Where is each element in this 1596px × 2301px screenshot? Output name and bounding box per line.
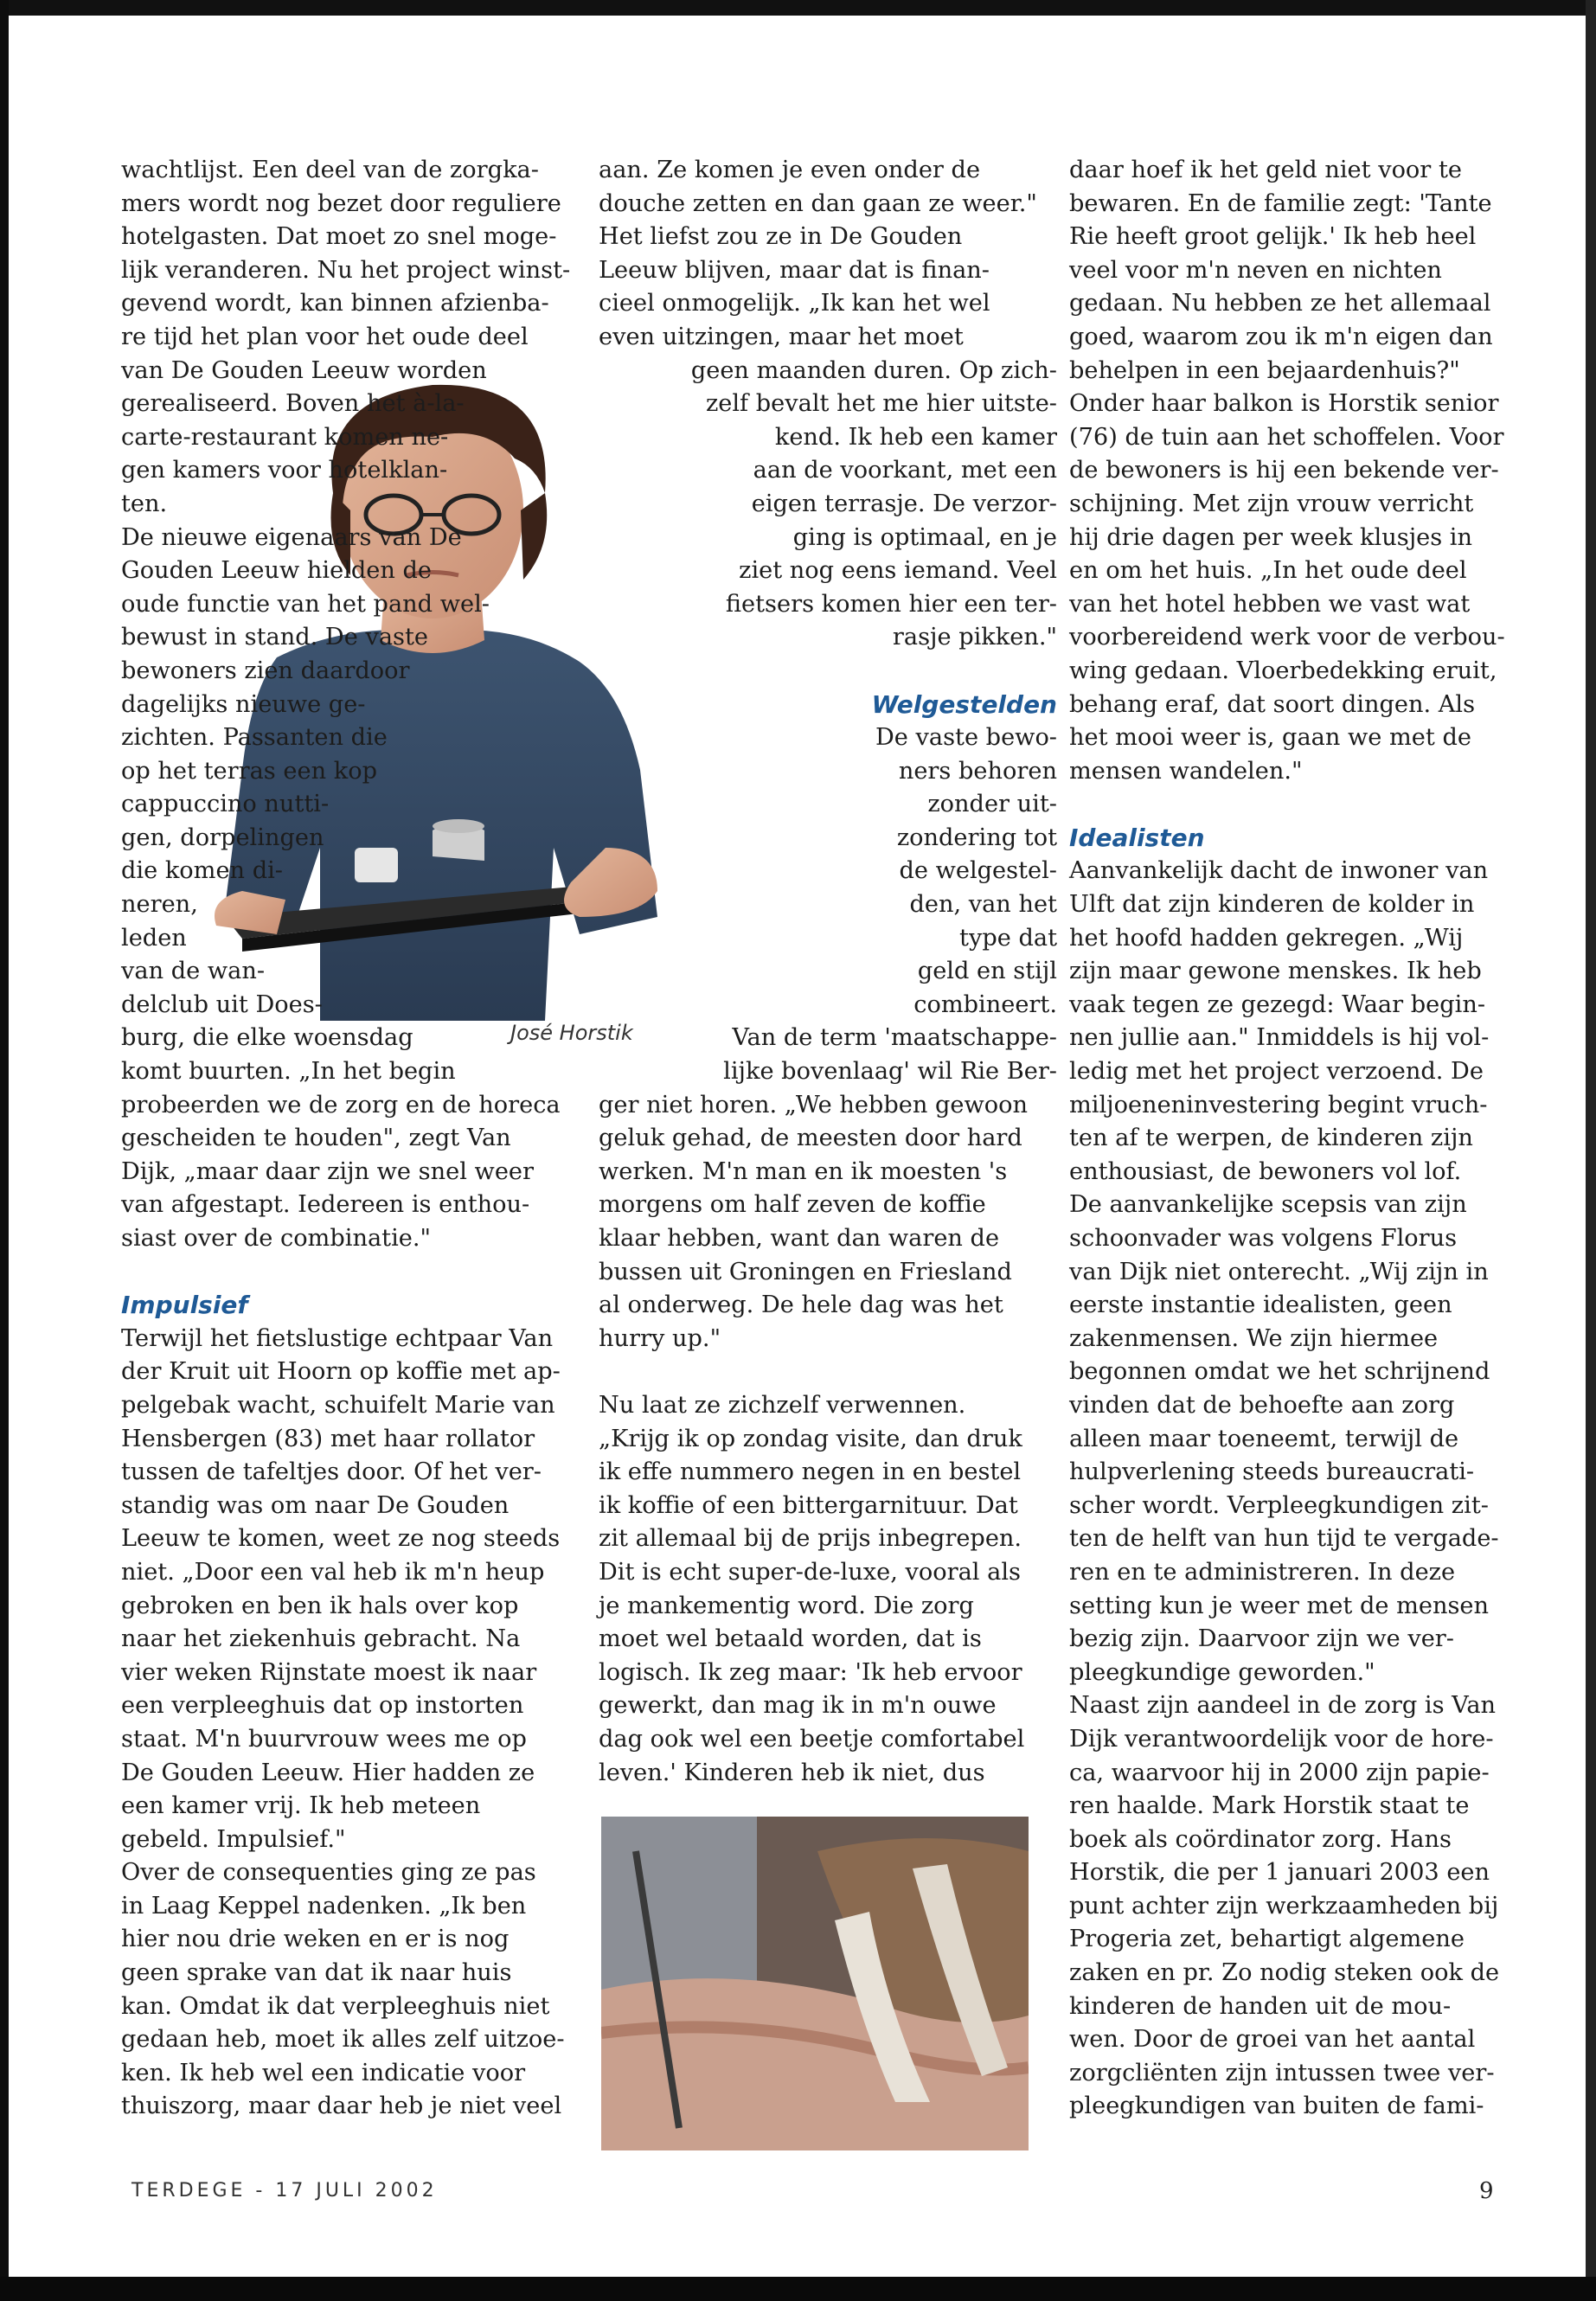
text-line: enthousiast, de bewoners vol lof. <box>1069 1157 1462 1185</box>
text-line: mensen wandelen." <box>1069 757 1303 785</box>
text-line: ren en te administreren. In deze <box>1069 1558 1456 1586</box>
text-line: siast over de combinatie." <box>121 1225 432 1252</box>
text-line: Onder haar balkon is Horstik senior <box>1069 390 1499 418</box>
text-line: veel voor m'n neven en nichten <box>1069 256 1442 284</box>
text-line: zondering tot <box>896 824 1057 851</box>
text-line: Nu laat ze zichzelf verwennen. <box>599 1391 966 1419</box>
text-line: klaar hebben, want dan waren de <box>599 1225 1000 1252</box>
text-line: moet wel betaald worden, dat is <box>599 1625 982 1653</box>
text-line: Hensbergen (83) met haar rollator <box>121 1425 535 1452</box>
text-line: der Kruit uit Hoorn op koffie met ap- <box>121 1358 561 1386</box>
text-line: gebroken en ben ik hals over kop <box>121 1592 519 1619</box>
paragraph-gap <box>1069 788 1519 822</box>
text-line: van afgestapt. Iedereen is enthou- <box>121 1191 530 1219</box>
text-line: cappuccino nutti- <box>121 791 330 818</box>
text-line: Van de term 'maatschappe- <box>732 1024 1057 1052</box>
text-line: cieel onmogelijk. „Ik kan het wel <box>599 290 990 317</box>
text-line: Naast zijn aandeel in de zorg is Van <box>1069 1692 1497 1720</box>
text-line: setting kun je weer met de mensen <box>1069 1592 1490 1619</box>
photo-caption: José Horstik <box>510 1021 633 1045</box>
text-line: zijn maar gewone menskes. Ik heb <box>1069 958 1482 985</box>
text-line: schijning. Met zijn vrouw verricht <box>1069 490 1474 517</box>
text-line: Progeria zet, behartigt algemene <box>1069 1926 1465 1953</box>
text-line: logisch. Ik zeg maar: 'Ik heb ervoor <box>599 1658 1022 1686</box>
paragraph-gap <box>121 1256 571 1290</box>
text-line: ger niet horen. „We hebben gewoon <box>599 1091 1028 1118</box>
text-line: bewaren. En de familie zegt: 'Tante <box>1069 189 1492 217</box>
paragraph-gap <box>599 655 1057 689</box>
footer-publication: TERDEGE - 17 JULI 2002 <box>131 2180 438 2202</box>
text-line: even uitzingen, maar het moet <box>599 323 964 350</box>
scan-border-right <box>1586 0 1596 2301</box>
text-line: rasje pikken." <box>892 624 1057 651</box>
text-line: morgens om half zeven de koffie <box>599 1191 986 1219</box>
text-line: nen jullie aan." Inmiddels is hij vol- <box>1069 1024 1490 1052</box>
text-line: ten de helft van hun tijd te vergade- <box>1069 1525 1499 1553</box>
text-line: carte-restaurant komen ne- <box>121 423 449 451</box>
text-line: hij drie dagen per week klusjes in <box>1069 523 1473 551</box>
text-line: zit allemaal bij de prijs inbegrepen. <box>599 1525 1022 1553</box>
text-line: bussen uit Groningen en Friesland <box>599 1258 1012 1285</box>
text-line: De nieuwe eigenaars van De <box>121 523 462 551</box>
text-line: zelf bevalt het me hier uitste- <box>705 390 1057 418</box>
text-line: gebeld. Impulsief." <box>121 1825 346 1853</box>
text-line: den, van het <box>909 891 1057 919</box>
text-line: ledig met het project verzoend. De <box>1069 1058 1484 1086</box>
text-line: zorgcliënten zijn intussen twee ver- <box>1069 2059 1495 2086</box>
text-line: ren haalde. Mark Horstik staat te <box>1069 1792 1470 1820</box>
text-line: staat. M'n buurvrouw wees me op <box>121 1725 527 1753</box>
text-line: ners behoren <box>898 757 1057 785</box>
text-line: kend. Ik heb een kamer <box>774 423 1057 451</box>
article-column-3 <box>1069 154 1519 2124</box>
text-line: Ulft dat zijn kinderen de kolder in <box>1069 891 1475 919</box>
text-line: oude functie van het pand wel- <box>121 590 490 618</box>
text-line: Horstik, die per 1 januari 2003 een <box>1069 1859 1490 1887</box>
text-line: douche zetten en dan gaan ze weer." <box>599 189 1037 217</box>
text-line: Leeuw blijven, maar dat is finan- <box>599 256 990 284</box>
text-line: burg, die elke woensdag <box>121 1024 413 1052</box>
text-line: niet. „Door een val heb ik m'n heup <box>121 1558 545 1586</box>
subheading: Welgestelden <box>871 689 1057 719</box>
text-line: fietsers komen hier een ter- <box>725 590 1057 618</box>
text-line: die komen di- <box>121 857 283 885</box>
text-line: zaken en pr. Zo nodig steken ook de <box>1069 1959 1500 1987</box>
text-line: re tijd het plan voor het oude deel <box>121 323 529 350</box>
text-line: miljoeneninvestering begint vruch- <box>1069 1091 1488 1118</box>
text-line: vinden dat de behoefte aan zorg <box>1069 1391 1455 1419</box>
text-line: ik koffie of een bittergarnituur. Dat <box>599 1491 1018 1519</box>
text-line: pleegkundigen van buiten de fami- <box>1069 2093 1484 2120</box>
text-line: gedaan. Nu hebben ze het allemaal <box>1069 290 1491 317</box>
text-line: lijke bovenlaag' wil Rie Ber- <box>723 1058 1057 1086</box>
text-line: leven.' Kinderen heb ik niet, dus <box>599 1759 985 1786</box>
text-line: aan. Ze komen je even onder de <box>599 157 981 183</box>
text-line: kan. Omdat ik dat verpleeghuis niet <box>121 1992 550 2020</box>
text-line: gen kamers voor hotelklan- <box>121 457 448 484</box>
scan-border-left <box>0 0 9 2301</box>
text-line: Dijk verantwoordelijk voor de hore- <box>1069 1725 1494 1753</box>
text-line: ten af te werpen, de kinderen zijn <box>1069 1125 1473 1152</box>
text-line: geen maanden duren. Op zich- <box>690 356 1057 384</box>
text-line: gerealiseerd. Boven het à-la- <box>121 390 465 418</box>
text-line: Rie heeft groot gelijk.' Ik heb heel <box>1069 223 1477 251</box>
text-line: van Dijk niet onterecht. „Wij zijn in <box>1069 1258 1489 1285</box>
text-line: ken. Ik heb wel een indicatie voor <box>121 2059 526 2086</box>
text-line: en om het huis. „In het oude deel <box>1069 557 1467 585</box>
text-line: combineert. <box>913 990 1057 1018</box>
text-line: hurry up." <box>599 1324 721 1352</box>
text-line: behelpen in een bejaardenhuis?" <box>1069 356 1460 384</box>
text-line: hier nou drie weken en er is nog <box>121 1926 510 1953</box>
text-line: zonder uit- <box>927 791 1057 818</box>
text-line: wing gedaan. Vloerbedekking eruit, <box>1069 657 1497 684</box>
photo-feet-slippers <box>601 1817 1029 2150</box>
text-line: hulpverlening steeds bureaucrati- <box>1069 1458 1475 1486</box>
text-line: gen, dorpelingen <box>121 824 324 851</box>
subheading: Idealisten <box>1069 823 1205 852</box>
text-line: bewoners zien daardoor <box>121 657 410 684</box>
text-line: neren, <box>121 891 198 919</box>
text-line: zichten. Passanten die <box>121 724 388 752</box>
paragraph-gap <box>599 1356 1057 1389</box>
text-line: Dit is echt super-de-luxe, vooral als <box>599 1558 1021 1586</box>
text-line: tussen de tafeltjes door. Of het ver- <box>121 1458 542 1486</box>
text-line: je mankementig word. Die zorg <box>599 1592 974 1619</box>
text-line: bezig zijn. Daarvoor zijn we ver- <box>1069 1625 1454 1653</box>
footer-page-number: 9 <box>1479 2178 1494 2204</box>
text-line: pleegkundige geworden." <box>1069 1658 1375 1686</box>
text-line: goed, waarom zou ik m'n eigen dan <box>1069 323 1493 350</box>
text-line: vier weken Rijnstate moest ik naar <box>121 1658 537 1686</box>
text-line: boek als coördinator zorg. Hans <box>1069 1825 1452 1853</box>
scan-border-top <box>0 0 1596 16</box>
text-line: thuiszorg, maar daar heb je niet veel <box>121 2093 562 2120</box>
text-line: Gouden Leeuw hielden de <box>121 557 433 585</box>
text-line: begonnen omdat we het schrijnend <box>1069 1358 1490 1386</box>
text-line: alleen maar toeneemt, terwijl de <box>1069 1425 1459 1452</box>
text-line: mers wordt nog bezet door reguliere <box>121 189 561 217</box>
text-line: bewust in stand. De vaste <box>121 624 428 651</box>
text-line: in Laag Keppel nadenken. „Ik ben <box>121 1892 527 1920</box>
text-line: kinderen de handen uit de mou- <box>1069 1992 1452 2020</box>
text-line: lijk veranderen. Nu het project winst- <box>121 256 571 284</box>
text-line: een kamer vrij. Ik heb meteen <box>121 1792 481 1820</box>
text-line: standig was om naar De Gouden <box>121 1491 510 1519</box>
text-line: aan de voorkant, met een <box>753 457 1057 484</box>
text-line: hotelgasten. Dat moet zo snel moge- <box>121 223 557 251</box>
text-line: behang eraf, dat soort dingen. Als <box>1069 690 1476 718</box>
text-line: het mooi weer is, gaan we met de <box>1069 724 1471 752</box>
text-line: ca, waarvoor hij in 2000 zijn papie- <box>1069 1759 1490 1786</box>
text-line: daar hoef ik het geld niet voor te <box>1069 157 1462 183</box>
text-line: scher wordt. Verpleegkundigen zit- <box>1069 1491 1489 1519</box>
text-line: het hoofd hadden gekregen. „Wij <box>1069 924 1464 952</box>
text-line: naar het ziekenhuis gebracht. Na <box>121 1625 521 1653</box>
text-line: een verpleeghuis dat op instorten <box>121 1692 524 1720</box>
text-line: leden <box>121 924 187 952</box>
text-line: Dijk, „maar daar zijn we snel weer <box>121 1157 535 1185</box>
subheading: Impulsief <box>121 1291 248 1320</box>
text-line: van het hotel hebben we vast wat <box>1069 590 1471 618</box>
text-line: eerste instantie idealisten, geen <box>1069 1292 1452 1319</box>
text-line: wen. Door de groei van het aantal <box>1069 2026 1476 2054</box>
article-column-1 <box>121 154 571 2124</box>
text-line: delclub uit Does- <box>121 990 323 1018</box>
text-line: komt buurten. „In het begin <box>121 1058 456 1086</box>
text-line: gescheiden te houden", zegt Van <box>121 1125 511 1152</box>
text-line: werken. M'n man en ik moesten 's <box>599 1157 1008 1185</box>
text-line: gevend wordt, kan binnen afzienba- <box>121 290 549 317</box>
text-line: Over de consequenties ging ze pas <box>121 1859 536 1887</box>
text-line: voorbereidend werk voor de verbou- <box>1069 624 1505 651</box>
text-line: De aanvankelijke scepsis van zijn <box>1069 1191 1467 1219</box>
text-line: van De Gouden Leeuw worden <box>121 356 487 384</box>
text-line: De Gouden Leeuw. Hier hadden ze <box>121 1759 535 1786</box>
text-line: al onderweg. De hele dag was het <box>599 1292 1003 1319</box>
text-line: pelgebak wacht, schuifelt Marie van <box>121 1391 555 1419</box>
text-line: ging is optimaal, en je <box>792 523 1057 551</box>
text-line: de welgestel- <box>899 857 1057 885</box>
text-line: ik effe nummero negen in en bestel <box>599 1458 1022 1486</box>
text-line: punt achter zijn werkzaamheden bij <box>1069 1892 1499 1920</box>
text-line: Leeuw te komen, weet ze nog steeds <box>121 1525 561 1553</box>
text-line: wachtlijst. Een deel van de zorgka- <box>121 157 539 183</box>
text-line: schoonvader was volgens Florus <box>1069 1225 1458 1252</box>
text-line: geen sprake van dat ik naar huis <box>121 1959 512 1987</box>
text-line: dagelijks nieuwe ge- <box>121 690 366 718</box>
article-column-2 <box>599 154 1057 1790</box>
scan-border-bottom <box>0 2277 1596 2301</box>
text-line: type dat <box>959 924 1057 952</box>
text-line: probeerden we de zorg en de horeca <box>121 1091 561 1118</box>
text-line: op het terras een kop <box>121 757 377 785</box>
text-line: „Krijg ik op zondag visite, dan druk <box>599 1425 1022 1452</box>
text-line: van de wan- <box>121 958 266 985</box>
text-line: De vaste bewo- <box>875 724 1057 752</box>
text-line: Het liefst zou ze in De Gouden <box>599 223 963 251</box>
text-line: vaak tegen ze gezegd: Waar begin- <box>1069 990 1486 1018</box>
text-line: ziet nog eens iemand. Veel <box>739 557 1057 585</box>
text-line: (76) de tuin aan het schoffelen. Voor <box>1069 423 1504 451</box>
text-line: ten. <box>121 490 168 517</box>
text-line: eigen terrasje. De verzor- <box>751 490 1057 517</box>
text-line: Terwijl het fietslustige echtpaar Van <box>121 1324 554 1352</box>
text-line: dag ook wel een beetje comfortabel <box>599 1725 1025 1753</box>
text-line: gewerkt, dan mag ik in m'n ouwe <box>599 1692 997 1720</box>
text-line: geld en stijl <box>917 958 1057 985</box>
text-line: gedaan heb, moet ik alles zelf uitzoe- <box>121 2026 565 2054</box>
text-line: zakenmensen. We zijn hiermee <box>1069 1324 1439 1352</box>
text-line: de bewoners is hij een bekende ver- <box>1069 457 1499 484</box>
text-line: Aanvankelijk dacht de inwoner van <box>1069 857 1489 885</box>
text-line: geluk gehad, de meesten door hard <box>599 1125 1022 1152</box>
